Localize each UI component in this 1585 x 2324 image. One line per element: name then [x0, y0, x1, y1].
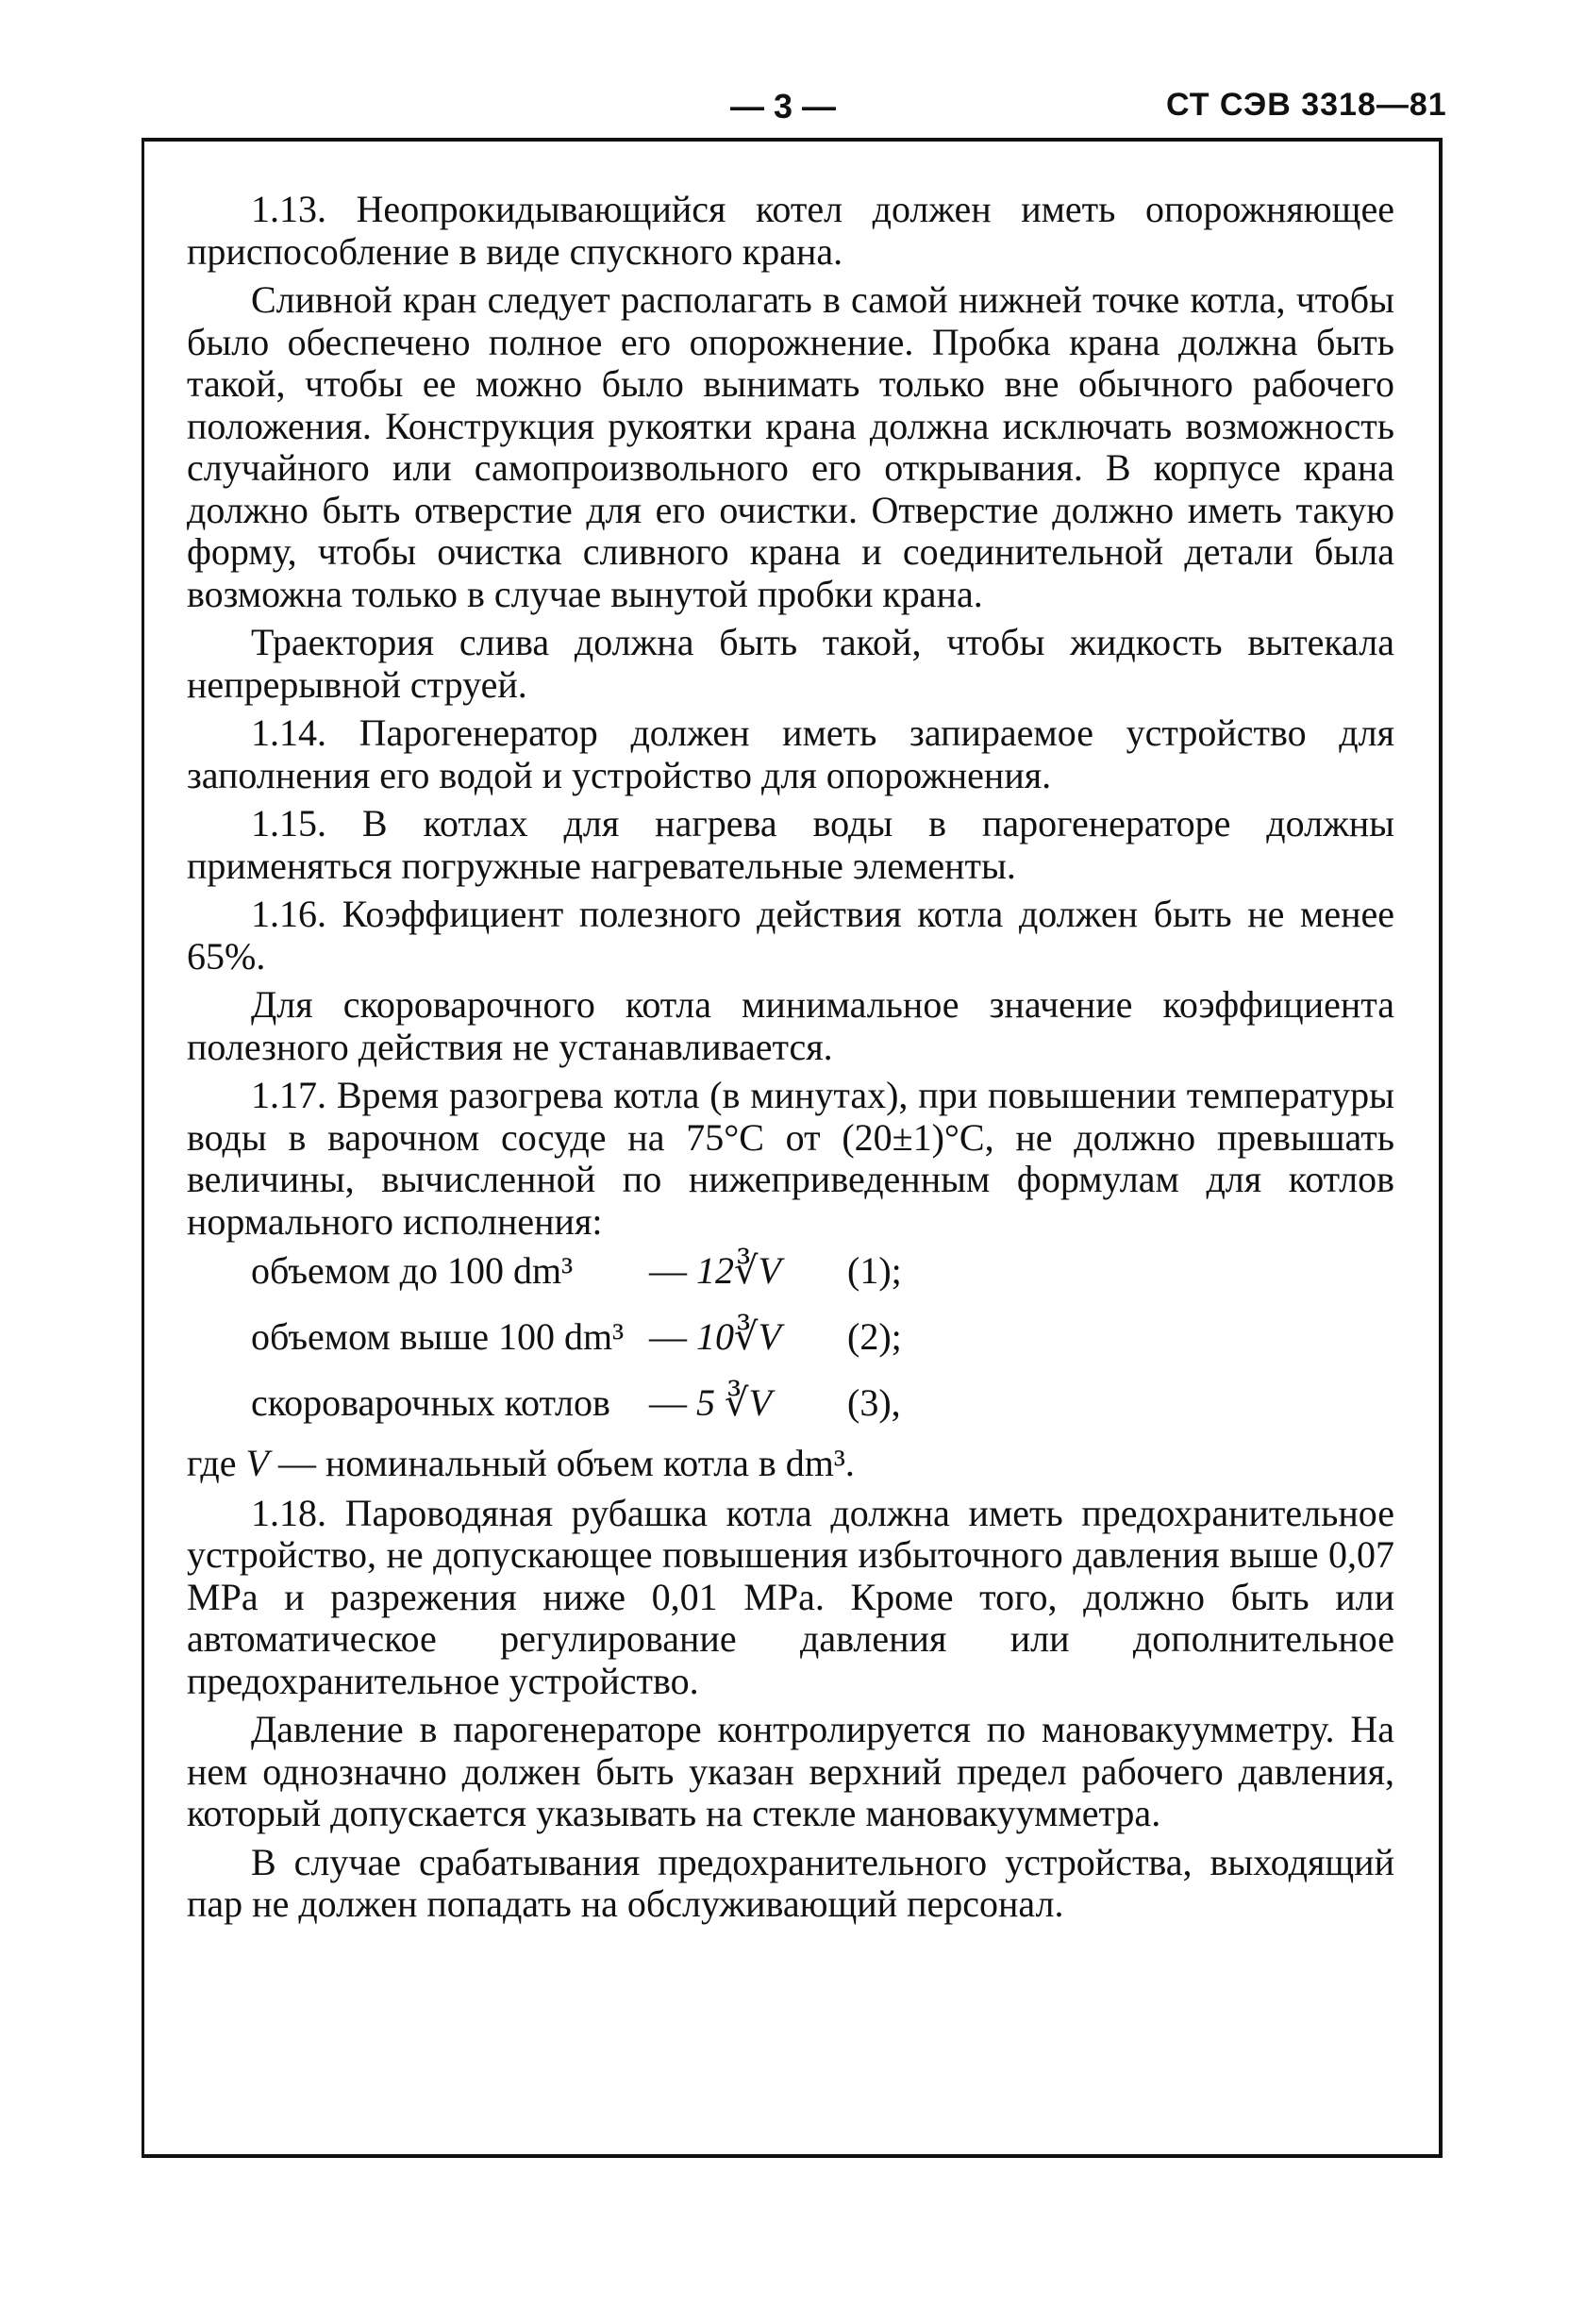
paragraph-safety-steam: В случае срабатывания предохранительного устройства, выходящий пар не должен попадать на обслуживающий персонал.: [187, 1840, 1394, 1925]
formula-row: [187, 1382, 1394, 1448]
paragraph-1-14: 1.14. Парогенератор должен иметь запираемое устройство для заполнения его водой и устройство для опорожнения.: [187, 711, 1394, 796]
legend-text: — номинальный объем котла в dm³.: [277, 1442, 855, 1484]
formula-number: (3),: [847, 1381, 901, 1424]
paragraph-1-13: 1.13. Неопрокидывающийся котел должен иметь опорожняющее приспособление в виде спускного крана.: [187, 188, 1394, 273]
formula-number: (2);: [847, 1315, 902, 1358]
paragraph-1-16: 1.16. Коэффициент полезного действия котла должен быть не менее 65%.: [187, 893, 1394, 978]
formula-dash: —: [649, 1381, 687, 1424]
legend-variable: V: [245, 1442, 269, 1484]
frame-bottom-rule: [142, 2154, 1442, 2158]
formula-expression: 5 ∛V: [696, 1381, 772, 1424]
formula-description: скороварочных котлов: [251, 1381, 610, 1424]
frame-left-rule: [142, 138, 144, 2158]
formula-number: (1);: [847, 1249, 902, 1292]
standard-code: СТ СЭВ 3318—81: [1166, 87, 1447, 123]
paragraph-efficiency-note: Для скороварочного котла минимальное значение коэффициента полезного действия не устанавливается.: [187, 983, 1394, 1068]
page-number: — 3 —: [729, 87, 837, 125]
formula-dash: —: [649, 1249, 687, 1292]
paragraph-pressure-gauge: Давление в парогенераторе контролируется по мановакуумметру. На нем однозначно должен быть указан верхний предел рабочего давления, который допускается указывать на стекле мановакуумметра.: [187, 1708, 1394, 1834]
paragraph-1-15: 1.15. В котлах для нагрева воды в парогенераторе должны применяться погружные нагревательные элементы.: [187, 802, 1394, 887]
formula-dash: —: [649, 1315, 687, 1358]
formula-row: [187, 1250, 1394, 1316]
formula-legend: [187, 1443, 1394, 1485]
paragraph-1-17: 1.17. Время разогрева котла (в минутах), при повышении температуры воды в варочном сосуде на 75°C от (20±1)°C, не должно превышать величины, вычисленной по нижеприведенным формулам для котлов нормального исполнения:: [187, 1074, 1394, 1243]
paragraph-drain-trajectory: Траектория слива должна быть такой, чтобы жидкость вытекала непрерывной струей.: [187, 621, 1394, 706]
legend-prefix: где: [187, 1442, 237, 1484]
formula-row: [187, 1316, 1394, 1382]
document-body: [187, 189, 1394, 1932]
formula-expression: 12∛V: [696, 1249, 781, 1292]
paragraph-1-18: 1.18. Пароводяная рубашка котла должна иметь предохранительное устройство, не допускающее повышения избыточного давления выше 0,07 MPa и разрежения ниже 0,01 MPa. Кроме того, должно быть или автоматическое регулирование давления или дополнительное предохранительное устройство.: [187, 1491, 1394, 1702]
paragraph-drain-valve: Сливной кран следует располагать в самой нижней точке котла, чтобы было обеспечено полное его опорожнение. Пробка крана должна быть такой, чтобы ее можно было вынимать только вне обычного рабочего положения. Конструкция рукоятки крана должна исключать возможность случайного или самопроизвольного его открывания. В корпусе крана должно быть отверстие для его очистки. Отверстие должно иметь такую форму, чтобы очистка сливного крана и соединительной детали была возможна только в случае вынутой пробки крана.: [187, 278, 1394, 615]
frame-top-rule: [142, 138, 1442, 142]
formula-description: объемом до 100 dm³: [251, 1249, 574, 1292]
formula-expression: 10∛V: [696, 1315, 781, 1358]
formula-description: объемом выше 100 dm³: [251, 1315, 625, 1358]
formula-list: [187, 1250, 1394, 1448]
frame-right-rule: [1439, 138, 1443, 2158]
